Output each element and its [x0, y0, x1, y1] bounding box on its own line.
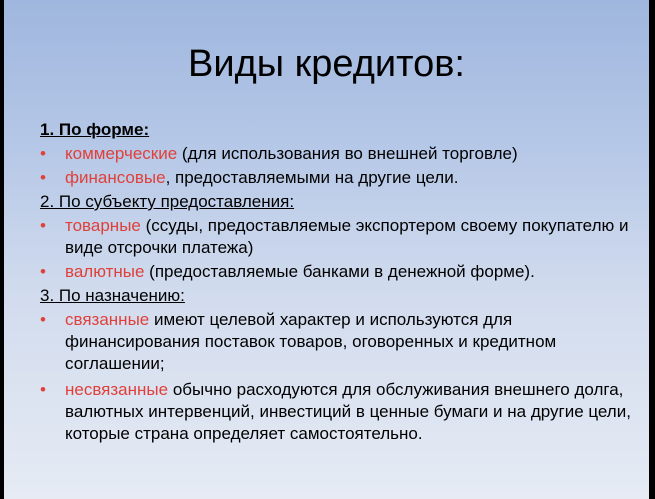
- bullet-icon: •: [40, 168, 46, 187]
- slide-title: Виды кредитов:: [188, 43, 465, 85]
- item-term: товарные: [65, 216, 141, 235]
- bullet-icon: •: [40, 310, 46, 329]
- bullet-icon: •: [40, 144, 46, 163]
- list-item: [40, 167, 640, 189]
- item-text: , предоставляемыми на другие цели.: [165, 168, 459, 187]
- item-term: коммерческие: [65, 144, 178, 163]
- item-text: имеют целевой характер и используются для финансирования поставок товаров, оговоренных и кредитном соглашении;: [65, 310, 557, 373]
- item-text: (предоставляемые банками в денежной форме).: [144, 262, 535, 281]
- item-term: финансовые: [65, 168, 166, 187]
- item-term: валютные: [65, 262, 145, 281]
- bullet-icon: •: [40, 380, 46, 399]
- list-item: [40, 261, 640, 283]
- list-item: [40, 379, 640, 445]
- item-text: (для использования во внешней торговле): [177, 144, 518, 163]
- section-heading: 1. По форме:: [40, 120, 150, 139]
- bullet-icon: •: [40, 262, 46, 281]
- list-item: [40, 215, 640, 259]
- bullet-icon: •: [40, 216, 46, 235]
- slide-body: [40, 119, 640, 445]
- list-item: [40, 309, 640, 375]
- list-item: [40, 143, 640, 165]
- item-term: несвязанные: [65, 380, 169, 399]
- item-text: обычно расходуются для обслуживания внешнего долга, валютных интервенций, инвестиций в ценные бумаги и на другие цели, которые страна определяет самостоятельно.: [65, 380, 631, 443]
- slide: [4, 0, 649, 499]
- item-text: (ссуды, предоставляемые экспортером своему покупателю и виде отсрочки платежа): [65, 216, 629, 257]
- item-term: связанные: [65, 310, 150, 329]
- section-heading: 2. По субъекту предоставления:: [40, 192, 295, 211]
- section-heading: 3. По назначению:: [40, 286, 185, 305]
